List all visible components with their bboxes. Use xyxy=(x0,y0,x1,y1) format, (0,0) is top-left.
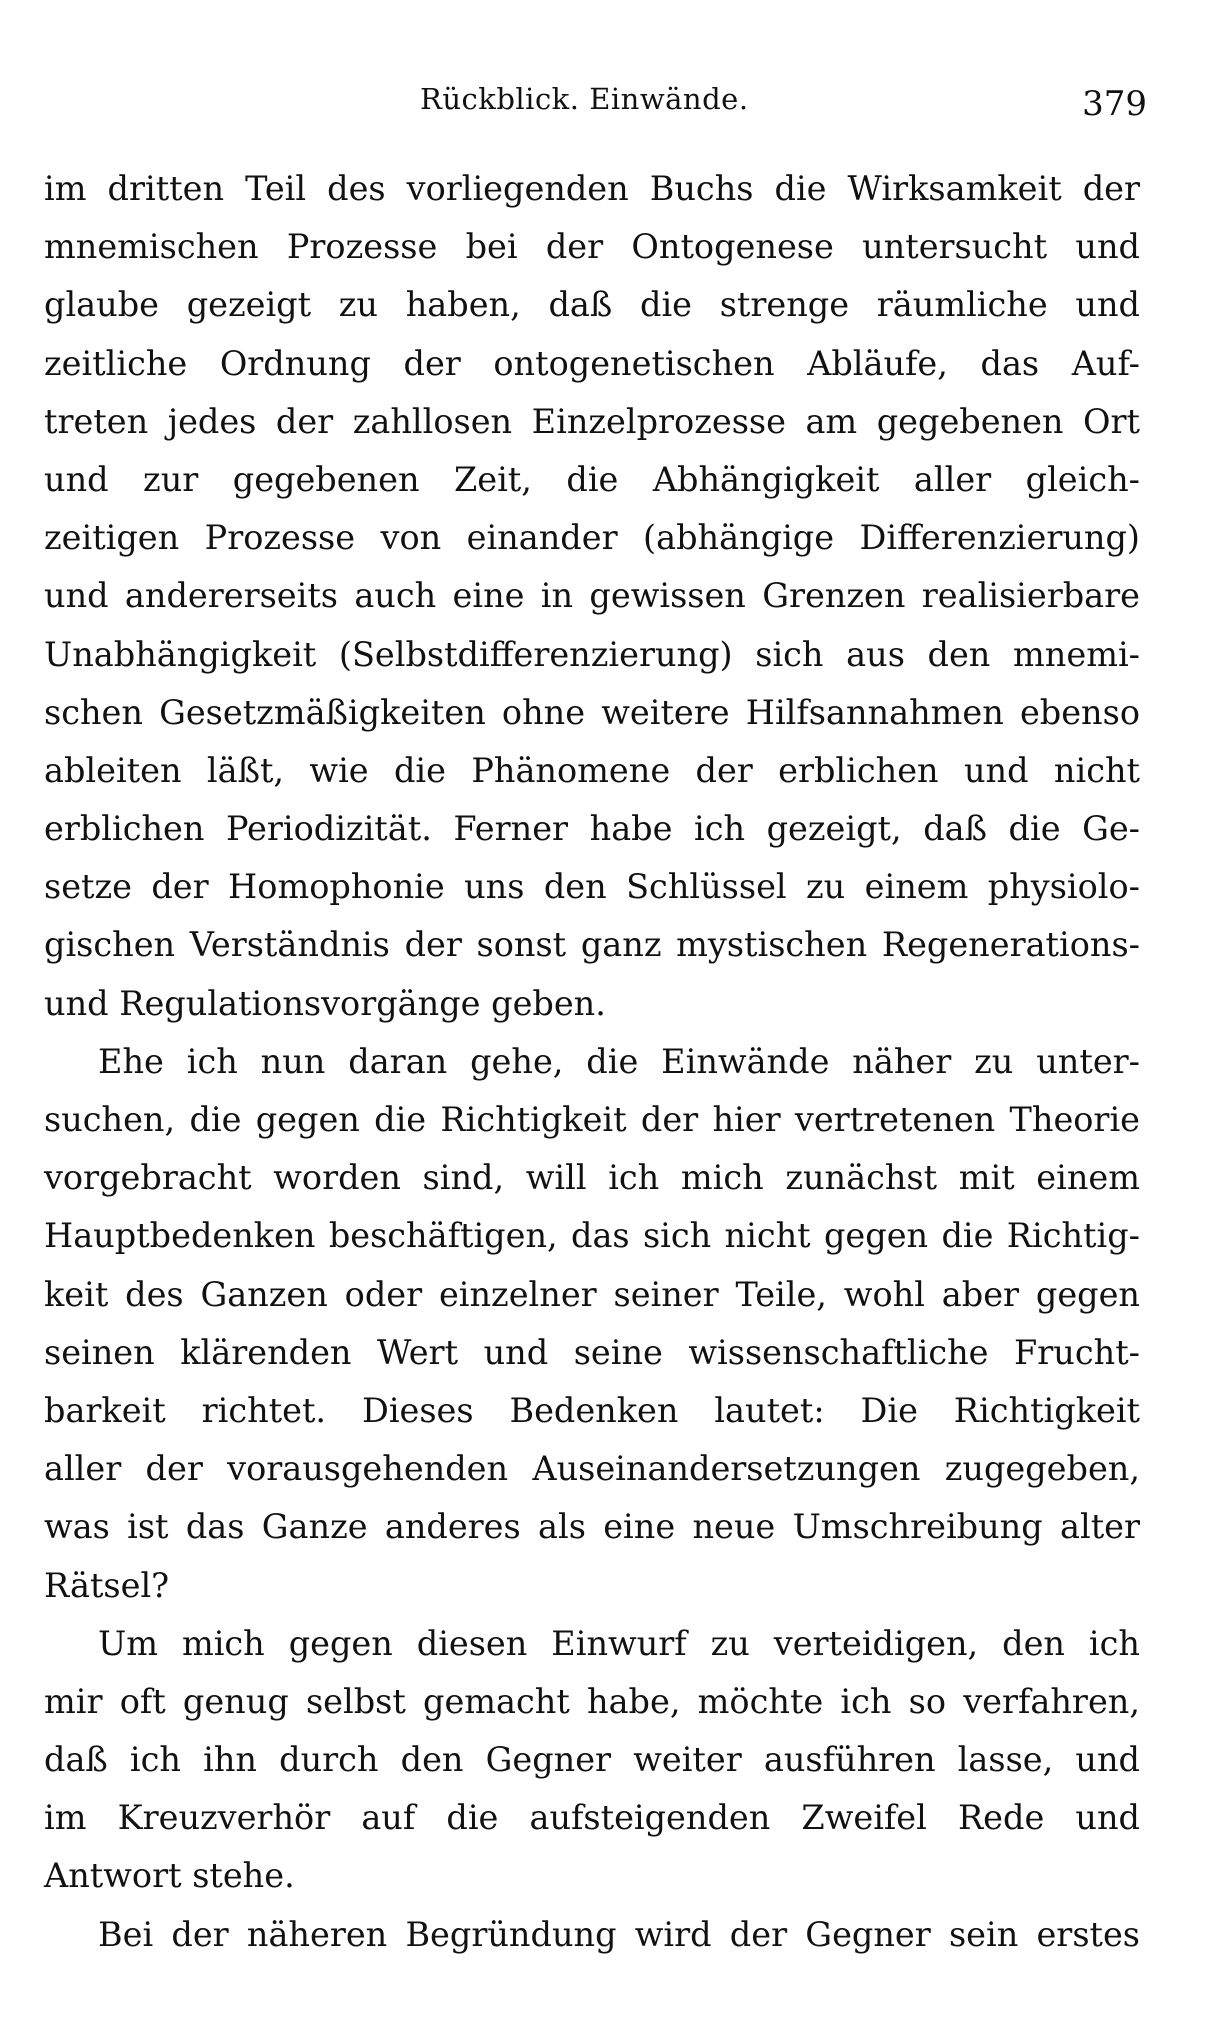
page-number: 379 xyxy=(1082,84,1147,124)
text-line: ableiten läßt, wie die Phänomene der erblichen und nicht xyxy=(44,750,1140,790)
text-line: zeitigen Prozesse von einander (abhängige Differenzierung) xyxy=(44,518,1140,558)
text-line: setze der Homophonie uns den Schlüssel zu einem physiolo- xyxy=(44,867,1140,907)
text-line: keit des Ganzen oder einzelner seiner Teile, wohl aber gegen xyxy=(44,1274,1140,1314)
paragraph-end-line: und Regulationsvorgänge geben. xyxy=(44,983,606,1023)
text-line: und zur gegebenen Zeit, die Abhängigkeit aller gleich- xyxy=(44,459,1140,499)
body-text xyxy=(44,160,1140,1964)
text-line: aller der vorausgehenden Auseinandersetzungen zugegeben, xyxy=(44,1449,1140,1489)
text-line: schen Gesetzmäßigkeiten ohne weitere Hilfsannahmen ebenso xyxy=(44,692,1140,732)
text-line: vorgebracht worden sind, will ich mich zunächst mit einem xyxy=(44,1158,1140,1198)
text-line: glaube gezeigt zu haben, daß die strenge räumliche und xyxy=(44,285,1140,325)
text-line: mir oft genug selbst gemacht habe, möchte ich so verfahren, xyxy=(44,1681,1140,1721)
text-line: treten jedes der zahllosen Einzelprozesse am gegebenen Ort xyxy=(44,401,1140,441)
text-line: barkeit richtet. Dieses Bedenken lautet: Die Richtigkeit xyxy=(44,1390,1140,1430)
text-line: was ist das Ganze anderes als eine neue Umschreibung alter xyxy=(44,1507,1140,1547)
text-line: zeitliche Ordnung der ontogenetischen Abläufe, das Auf- xyxy=(44,343,1140,383)
running-head-title: Rückblick. Einwände. xyxy=(420,82,749,116)
paragraph-start-line: Ehe ich nun daran gehe, die Einwände näher zu unter- xyxy=(98,1041,1140,1081)
running-head xyxy=(44,78,1147,128)
paragraph-start-line: Bei der näheren Begründung wird der Gegner sein erstes xyxy=(98,1914,1140,1954)
text-line: suchen, die gegen die Richtigkeit der hier vertretenen Theorie xyxy=(44,1100,1140,1139)
text-line: gischen Verständnis der sonst ganz mystischen Regenerations- xyxy=(44,925,1140,965)
text-line: und andererseits auch eine in gewissen Grenzen realisierbare xyxy=(44,576,1140,616)
text-line: erblichen Periodizität. Ferner habe ich gezeigt, daß die Ge- xyxy=(44,809,1140,849)
text-line: mnemischen Prozesse bei der Ontogenese untersucht und xyxy=(44,227,1140,267)
text-line: im Kreuzverhör auf die aufsteigenden Zweifel Rede und xyxy=(44,1798,1140,1838)
text-line: Hauptbedenken beschäftigen, das sich nicht gegen die Richtig- xyxy=(44,1216,1140,1256)
text-line: seinen klärenden Wert und seine wissenschaftliche Frucht- xyxy=(44,1332,1140,1372)
paragraph-end-line: Antwort stehe. xyxy=(44,1856,295,1896)
text-line: Unabhängigkeit (Selbstdifferenzierung) sich aus den mnemi- xyxy=(44,634,1140,674)
text-line: im dritten Teil des vorliegenden Buchs die Wirksamkeit der xyxy=(44,169,1140,208)
text-line: daß ich ihn durch den Gegner weiter ausführen lasse, und xyxy=(44,1740,1140,1780)
paragraph-start-line: Um mich gegen diesen Einwurf zu verteidigen, den ich xyxy=(98,1623,1140,1663)
paragraph-end-line: Rätsel? xyxy=(44,1565,170,1605)
